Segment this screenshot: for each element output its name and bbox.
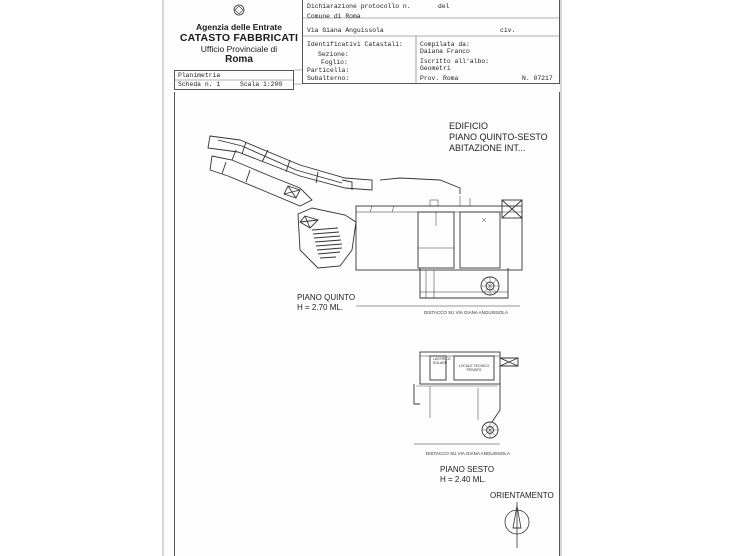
compilata-label: Compilata da:: [420, 41, 470, 48]
province-label: Prov. Roma: [420, 75, 459, 82]
stair-block: [298, 208, 356, 268]
catasto-title: CATASTO FABBRICATI: [179, 32, 299, 44]
subalterno-label: Subalterno:: [307, 75, 350, 82]
room-label-locale-tecnico: LOCALE TECNICO PRIVATO: [458, 364, 490, 372]
floor-plan-wing: [208, 136, 460, 206]
particella-label: Particella:: [307, 67, 350, 74]
planimetria-title: Planimetria: [178, 72, 221, 79]
edificio-line-2: PIANO QUINTO-SESTO: [449, 132, 548, 142]
compilata-name: Daiana Franco: [420, 48, 470, 55]
edificio-line-1: EDIFICIO: [449, 121, 489, 131]
scala-label: Scala 1:200: [240, 81, 283, 88]
piano-quinto-label: PIANO QUINTO: [297, 293, 356, 302]
piano-sesto-label: PIANO SESTO: [440, 465, 495, 474]
address-label: Via Giana Anguissola: [307, 27, 384, 34]
ufficio-label: Ufficio Provinciale di: [200, 44, 278, 54]
comune-label: Comune di Roma: [307, 13, 361, 20]
foglio-label: Foglio:: [321, 59, 348, 66]
scheda-label: Scheda n. 1: [178, 81, 221, 88]
agency-name: Agenzia delle Entrate: [196, 22, 282, 32]
city-label: Roma: [225, 54, 253, 65]
identificativi-label: Identificativi Catastali:: [307, 41, 403, 48]
protocol-date-label: del: [438, 3, 450, 10]
registration-number: N. 07217: [522, 75, 553, 82]
iscritto-label: Iscritto all'albo:: [420, 58, 490, 65]
piano-quinto-distacco: DISTACCO SU VIA GIANA ANGUISSOLA: [424, 310, 508, 315]
piano-quinto-height: H = 2.70 ML.: [297, 303, 344, 312]
piano-sesto-height: H = 2.40 ML.: [440, 475, 487, 484]
orientamento-label: ORIENTAMENTO: [490, 491, 554, 500]
apartment-plan-fifth-floor: [356, 196, 522, 298]
edificio-line-3: ABITAZIONE INT...: [449, 143, 526, 153]
north-arrow-icon: [505, 502, 529, 548]
sezione-label: Sezione:: [318, 51, 349, 58]
room-label-lastrico: LASTRICO SOLARE: [433, 357, 451, 365]
protocol-label: Dichiarazione protocollo n.: [307, 3, 411, 10]
piano-sesto-distacco: DISTACCO SU VIA GIANA ANGUISSOLA: [426, 451, 510, 456]
albo-value: Geometri: [420, 65, 451, 72]
civic-label: civ.: [500, 27, 516, 34]
